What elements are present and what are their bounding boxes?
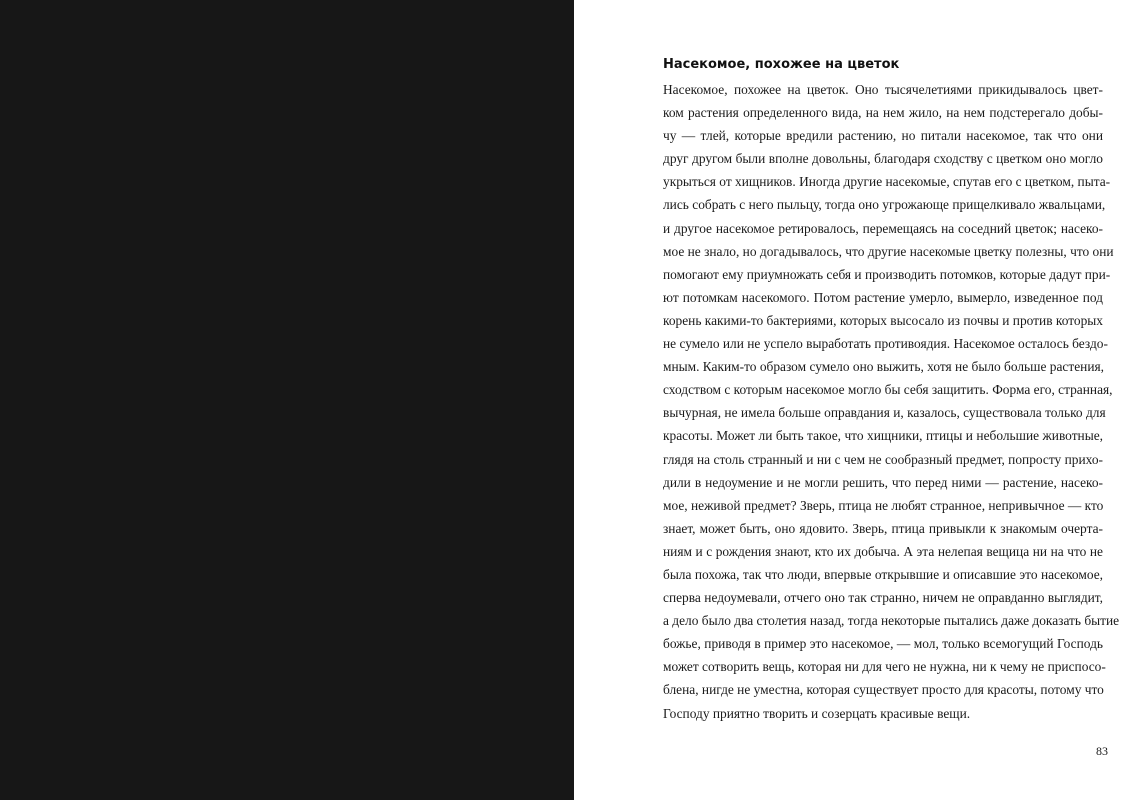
text-line: друг другом были вполне довольны, благодаря сходству с цветком оно могло — [663, 151, 1103, 167]
text-line: мое не знало, но догадывалось, что другие насекомые цветку полезны, что они — [663, 243, 1114, 259]
text-line: глядя на столь странный и ни с чем не сообразный предмет, попросту прихо- — [663, 451, 1103, 467]
text-line: Насекомое, похожее на цветок. Оно тысячелетиями прикидывалось цвет- — [663, 82, 1103, 97]
text-line: ниям и с рождения знают, кто их добыча. А эта нелепая вещица ни на что не — [663, 543, 1103, 559]
body-text — [663, 78, 1120, 725]
text-line: укрыться от хищников. Иногда другие насекомые, спутав его с цветком, пыта- — [663, 174, 1111, 190]
chapter-heading: Насекомое, похожее на цветок — [663, 57, 900, 72]
text-line: и другое насекомое ретировалось, перемещаясь на соседний цветок; насеко- — [663, 220, 1103, 236]
text-line: дили в недоумение и не могли решить, что перед ними — растение, насеко- — [663, 474, 1103, 490]
text-line: блена, нигде не уместна, которая существует просто для красоты, потому что — [663, 682, 1104, 698]
text-line: может сотворить вещь, которая ни для чего не нужна, ни к чему не приспосо- — [663, 659, 1106, 675]
text-line: мое, неживой предмет? Зверь, птица не любят странное, непривычное — кто — [663, 497, 1104, 513]
text-line: не сумело или не успело выработать противоядия. Насекомое осталось бездо- — [663, 336, 1108, 352]
text-line: чу — тлей, которые вредили растению, но питали насекомое, так что они — [663, 128, 1103, 144]
text-line: Господу приятно творить и созерцать красивые вещи. — [663, 705, 971, 721]
text-line: красоты. Может ли быть такое, что хищники, птицы и небольшие животные, — [663, 428, 1103, 444]
text-line: а дело было два столетия назад, тогда некоторые пытались даже доказать бытие — [663, 613, 1120, 629]
page-number: 83 — [1096, 744, 1108, 758]
text-line: была похожа, так что люди, впервые открывшие и описавшие это насекомое, — [663, 566, 1103, 582]
text-line: божье, приводя в пример это насекомое, — мол, только всемогущий Господь — [663, 636, 1103, 652]
text-line: ют потомкам насекомого. Потом растение умерло, вымерло, изведенное под — [663, 289, 1103, 305]
text-line: мным. Каким-то образом сумело оно выжить, хотя не было больше растения, — [663, 359, 1104, 375]
text-line: сперва недоумевали, отчего оно так странно, ничем не оправданно выглядит, — [663, 590, 1103, 606]
right-page — [574, 0, 1148, 800]
text-line: помогают ему приумножать себя и производить потомков, которые дадут при- — [663, 266, 1111, 282]
text-line: корень какими-то бактериями, которых высосало из почвы и против которых — [663, 312, 1103, 328]
text-line: знает, может быть, оно ядовито. Зверь, птица привыкли к знакомым очерта- — [663, 520, 1103, 536]
text-line: сходством с которым насекомое могло бы себя защитить. Форма его, странная, — [663, 382, 1113, 398]
text-line: ком растения определенного вида, на нем жило, на нем подстерегало добы- — [663, 105, 1103, 121]
text-line: лись собрать с него пыльцу, тогда оно угрожающе прищелкивало жвальцами, — [663, 197, 1106, 213]
text-line: вычурная, не имела больше оправдания и, казалось, существовала только для — [663, 405, 1106, 421]
